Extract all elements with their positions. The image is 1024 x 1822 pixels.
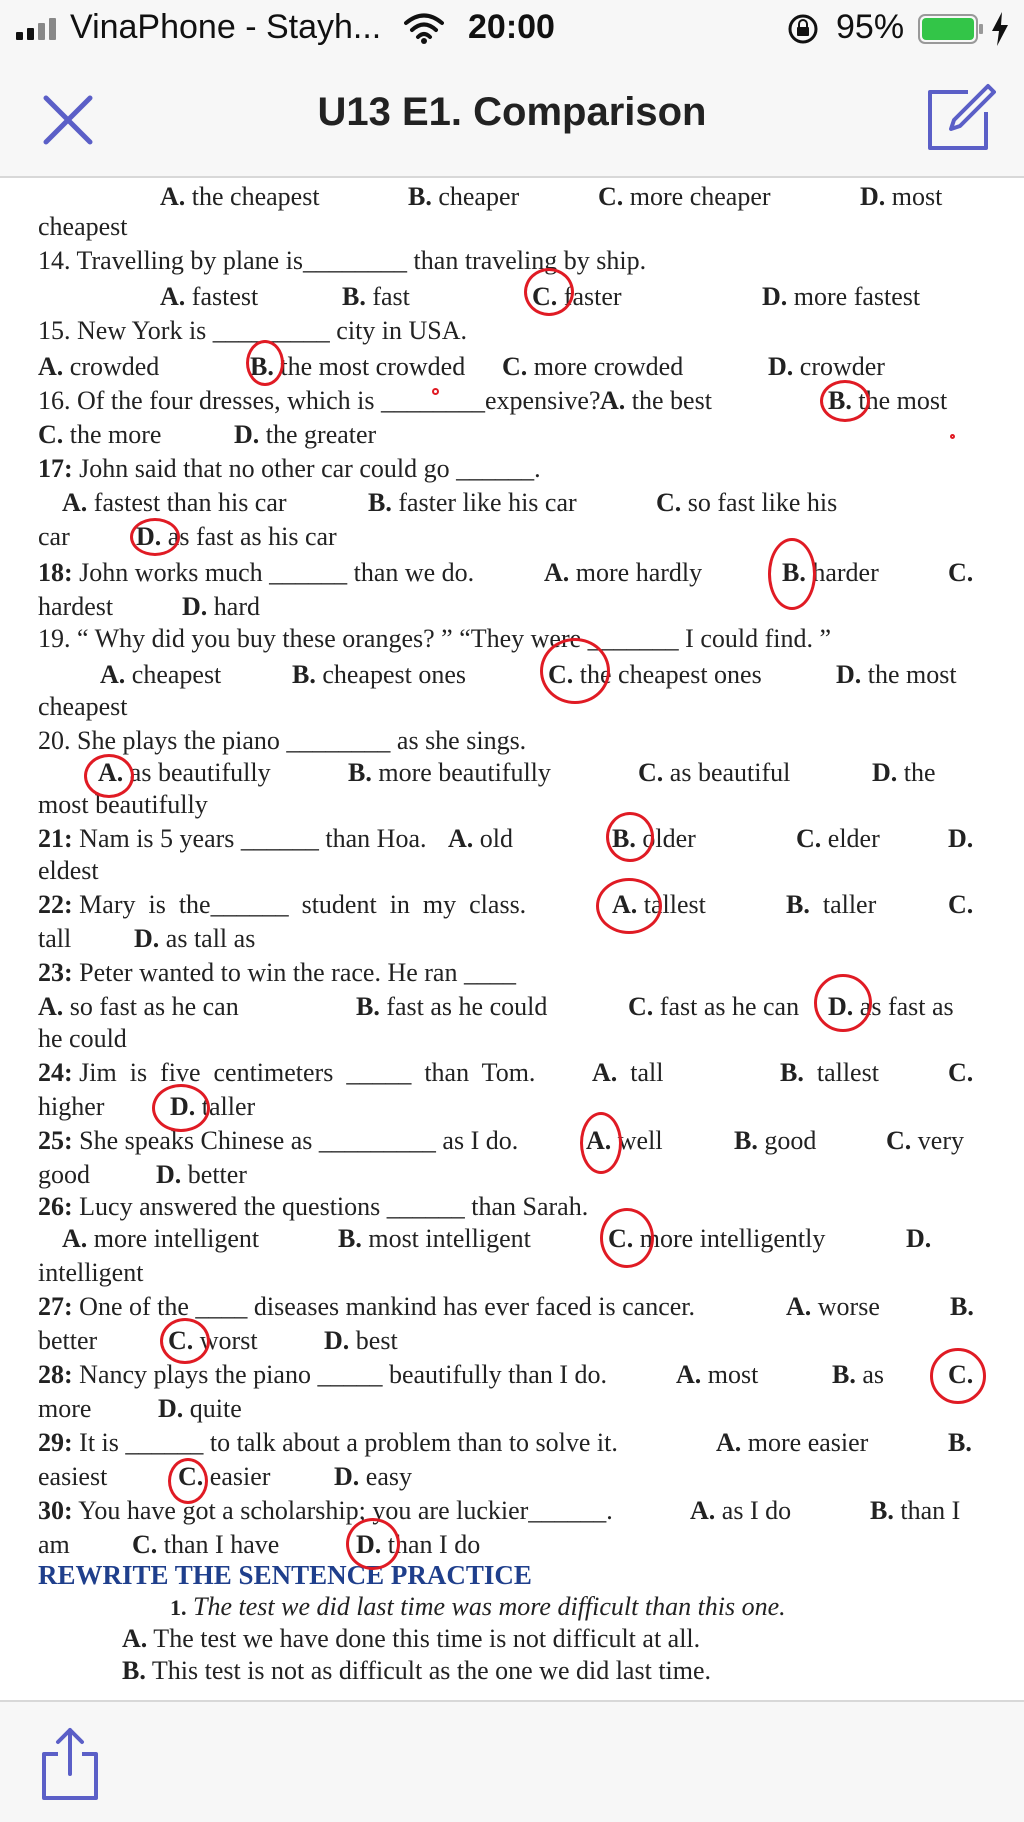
text-segment: most beautifully <box>38 790 208 819</box>
option-letter: C. <box>598 182 624 211</box>
text-segment <box>448 824 513 854</box>
text-segment <box>38 958 516 988</box>
text-segment: worse <box>811 1292 880 1321</box>
document-title: U13 E1. Comparison <box>317 90 707 134</box>
text-segment: than I <box>893 1496 961 1525</box>
text-segment: the best <box>625 386 712 415</box>
text-segment: more cheaper <box>623 182 771 211</box>
text-segment <box>716 1428 868 1458</box>
carrier-name: VinaPhone - Stayh... <box>70 8 382 46</box>
text-segment: worst <box>193 1326 258 1355</box>
option-letter: B. <box>250 352 274 381</box>
text-segment: 19. “ Why did you buy these oranges? ” “They were _______ I could find. ” <box>38 624 832 653</box>
text-segment: fast <box>365 282 410 311</box>
option-letter: B. <box>832 1360 856 1389</box>
answer-mark-circle <box>84 754 134 798</box>
option-letter: D. <box>860 182 886 211</box>
option-letter: A. <box>122 1624 148 1653</box>
text-segment: 20. She plays the piano ________ as she sings. <box>38 726 527 755</box>
option-letter: A. <box>62 488 88 517</box>
answer-mark-circle <box>814 974 872 1032</box>
text-segment <box>690 1496 791 1526</box>
text-segment <box>832 1360 884 1390</box>
text-segment: The test we have done this time is not difficult at all. <box>147 1624 701 1653</box>
nav-bar <box>0 56 1024 178</box>
option-letter: A. <box>160 282 186 311</box>
text-segment <box>38 558 474 588</box>
text-segment <box>38 1058 535 1088</box>
text-segment: Lucy answered the questions ______ than Sarah. <box>72 1192 589 1221</box>
answer-mark-circle <box>152 1084 210 1132</box>
option-letter: D. <box>762 282 788 311</box>
answer-mark-circle <box>130 518 180 556</box>
option-letter: A. <box>38 992 64 1021</box>
text-segment <box>234 420 376 450</box>
text-segment <box>182 592 260 622</box>
text-segment <box>544 558 702 588</box>
text-segment <box>348 758 551 788</box>
text-segment: most <box>701 1360 759 1389</box>
text-segment: the most <box>851 386 948 415</box>
text-segment: more easier <box>741 1428 869 1457</box>
text-segment: old <box>473 824 514 853</box>
text-segment: crowder <box>793 352 885 381</box>
text-segment <box>950 1292 974 1322</box>
option-letter: A. <box>100 660 126 689</box>
text-segment <box>62 488 287 518</box>
text-segment: more intelligently <box>633 1224 826 1253</box>
text-segment: Nam is 5 years ______ than Hoa. <box>72 824 427 853</box>
text-segment: cheapest ones <box>315 660 467 689</box>
text-segment <box>38 454 541 484</box>
text-segment <box>886 1126 964 1156</box>
text-segment <box>768 352 885 382</box>
signal-icon <box>16 18 62 40</box>
text-segment: hardest <box>38 592 114 621</box>
text-segment: Mary is the______ student in my class. <box>72 890 527 919</box>
text-segment: fastest than his car <box>87 488 287 517</box>
wifi-icon <box>404 12 444 44</box>
text-segment: 15. New York is _________ city in USA. <box>38 316 468 345</box>
answer-mark-circle <box>820 380 870 422</box>
text-segment <box>628 992 799 1022</box>
charging-bolt-icon <box>990 12 1010 46</box>
text-segment <box>334 1462 412 1492</box>
text-segment: eldest <box>38 856 99 885</box>
option-letter: B. <box>782 558 806 587</box>
option-letter: A. <box>98 758 124 787</box>
answer-mark-circle <box>168 1458 208 1504</box>
text-segment: as <box>855 1360 885 1389</box>
text-segment <box>38 1192 588 1222</box>
text-segment <box>836 660 957 690</box>
text-segment: easier <box>203 1462 271 1491</box>
text-segment <box>870 1496 960 1526</box>
option-letter: D. <box>156 1160 182 1189</box>
text-segment <box>38 352 159 382</box>
text-segment <box>368 488 577 518</box>
answer-mark-circle <box>346 1518 400 1570</box>
text-segment: tall <box>617 1058 664 1087</box>
option-letter: B. <box>356 992 380 1021</box>
option-letter: A. <box>612 890 638 919</box>
text-segment: fastest <box>185 282 259 311</box>
answer-mark-circle <box>600 1208 654 1268</box>
text-segment: John works much ______ than we do. <box>72 558 475 587</box>
text-segment: It is ______ to talk about a problem than to solve it. <box>72 1428 618 1457</box>
text-segment: older <box>635 824 696 853</box>
option-letter: D. <box>182 592 208 621</box>
option-letter: D. <box>356 1530 382 1559</box>
option-letter: D. <box>134 924 160 953</box>
text-segment: more fastest <box>787 282 921 311</box>
option-letter: B. <box>122 1656 146 1685</box>
text-segment <box>292 660 466 690</box>
option-letter: 30: <box>38 1496 73 1525</box>
text-segment: hard <box>207 592 260 621</box>
text-segment <box>948 824 973 854</box>
text-segment <box>600 386 712 416</box>
option-letter: C. <box>638 758 664 787</box>
text-segment <box>948 558 973 588</box>
text-segment: the cheapest <box>185 182 320 211</box>
text-segment: well <box>611 1126 663 1155</box>
text-segment <box>122 1624 700 1654</box>
text-segment: tall <box>38 924 72 953</box>
text-segment <box>786 1292 880 1322</box>
text-segment <box>338 1224 531 1254</box>
answer-mark-circle <box>606 812 654 862</box>
answer-mark-circle <box>160 1318 210 1364</box>
option-letter: A. <box>676 1360 702 1389</box>
text-segment <box>734 1126 816 1156</box>
option-letter: C. <box>796 824 822 853</box>
option-letter: C. <box>948 558 974 587</box>
text-segment: harder <box>805 558 879 587</box>
text-segment: fast as he can <box>653 992 800 1021</box>
option-letter: 25: <box>38 1126 73 1155</box>
text-segment <box>872 758 936 788</box>
option-letter: D. <box>136 522 162 551</box>
text-segment <box>38 890 526 920</box>
text-segment: car <box>38 522 70 551</box>
option-letter: B. <box>292 660 316 689</box>
option-letter: A. <box>600 386 626 415</box>
text-segment <box>170 1592 786 1622</box>
text-segment <box>132 1530 279 1560</box>
text-segment: fast as he could <box>379 992 548 1021</box>
text-segment: the most crowded <box>273 352 466 381</box>
option-letter: D. <box>234 420 260 449</box>
text-segment: intelligent <box>38 1258 144 1287</box>
option-letter: C. <box>608 1224 634 1253</box>
text-segment <box>356 992 547 1022</box>
text-segment <box>324 1326 398 1356</box>
text-segment <box>948 890 973 920</box>
option-letter: D. <box>334 1462 360 1491</box>
text-segment: as fast as his car <box>161 522 337 551</box>
text-segment: cheapest <box>125 660 222 689</box>
text-segment: more intelligent <box>87 1224 260 1253</box>
text-segment <box>762 282 920 312</box>
text-segment <box>948 1428 972 1458</box>
text-segment <box>342 282 410 312</box>
text-segment: as beautiful <box>663 758 791 787</box>
text-segment: better <box>38 1326 98 1355</box>
answer-mark-circle <box>580 1112 622 1174</box>
text-segment: faster <box>557 282 622 311</box>
text-segment: am <box>38 1530 70 1559</box>
rotation-lock-icon <box>786 12 820 46</box>
option-letter: A. <box>690 1496 716 1525</box>
option-letter: 29: <box>38 1428 73 1457</box>
option-letter: A. <box>716 1428 742 1457</box>
bottom-toolbar <box>0 1700 1024 1822</box>
answer-mark-circle <box>596 878 662 934</box>
text-segment: good <box>757 1126 817 1155</box>
edit-icon[interactable] <box>924 82 996 154</box>
text-segment: as I do <box>715 1496 792 1525</box>
text-segment <box>948 1058 973 1088</box>
text-segment <box>158 1394 242 1424</box>
answer-mark-circle <box>930 1348 986 1404</box>
option-letter: A. <box>586 1126 612 1155</box>
text-segment: higher <box>38 1092 105 1121</box>
text-segment: the most <box>861 660 957 689</box>
text-segment <box>38 420 161 450</box>
text-segment: good <box>38 1160 90 1189</box>
text-segment <box>62 1224 259 1254</box>
option-letter: D. <box>836 660 862 689</box>
option-letter: B. <box>828 386 852 415</box>
text-segment <box>38 992 239 1022</box>
option-letter: C. <box>948 1360 974 1389</box>
option-letter: C. <box>628 992 654 1021</box>
document-page[interactable] <box>0 178 1024 1698</box>
option-letter: D. <box>906 1224 932 1253</box>
pen-mark-dot <box>950 434 955 439</box>
option-letter: C. <box>948 1058 974 1087</box>
text-segment: She speaks Chinese as _________ as I do. <box>72 1126 519 1155</box>
text-segment <box>592 1058 664 1088</box>
option-letter: D. <box>324 1326 350 1355</box>
text-segment: the cheapest ones <box>573 660 762 689</box>
text-segment: elder <box>821 824 880 853</box>
text-segment <box>786 890 876 920</box>
option-letter: B. <box>950 1292 974 1321</box>
text-segment: One of the ____ diseases mankind has ever faced is cancer. <box>72 1292 695 1321</box>
option-letter: C. <box>532 282 558 311</box>
text-segment <box>160 282 258 312</box>
text-segment <box>638 758 790 788</box>
text-segment <box>38 1428 618 1458</box>
option-letter: B. <box>368 488 392 517</box>
option-letter: A. <box>62 1224 88 1253</box>
text-segment <box>38 1360 607 1390</box>
text-segment: as tall as <box>159 924 256 953</box>
option-letter: C. <box>656 488 682 517</box>
text-segment: more beautifully <box>371 758 551 787</box>
text-segment: best <box>349 1326 398 1355</box>
option-letter: B. <box>786 890 810 919</box>
answer-mark-circle <box>540 638 610 704</box>
text-segment: most <box>885 182 943 211</box>
text-segment: tallest <box>803 1058 879 1087</box>
option-letter: A. <box>544 558 570 587</box>
option-letter: 17: <box>38 454 73 483</box>
answer-mark-circle <box>246 340 284 386</box>
option-letter: B. <box>780 1058 804 1087</box>
text-segment <box>122 1656 711 1686</box>
text-segment: REWRITE THE SENTENCE PRACTICE <box>38 1560 532 1590</box>
option-letter: B. <box>612 824 636 853</box>
text-segment: easy <box>359 1462 412 1491</box>
option-letter: C. <box>132 1530 158 1559</box>
option-letter: A. <box>38 352 64 381</box>
option-letter: C. <box>38 420 64 449</box>
text-segment <box>160 182 320 212</box>
text-segment <box>796 824 880 854</box>
option-letter: A. <box>448 824 474 853</box>
text-segment: faster like his car <box>391 488 577 517</box>
text-segment <box>408 182 519 212</box>
text-segment: the greater <box>259 420 377 449</box>
status-bar <box>0 0 1024 56</box>
text-segment: quite <box>183 1394 242 1423</box>
text-segment <box>676 1360 758 1390</box>
text-segment <box>100 660 221 690</box>
option-letter: B. <box>408 182 432 211</box>
option-letter: 26: <box>38 1192 73 1221</box>
option-letter: C. <box>948 890 974 919</box>
option-letter: 18: <box>38 558 73 587</box>
text-segment: crowded <box>63 352 160 381</box>
answer-mark-circle <box>524 268 574 316</box>
option-letter: B. <box>948 1428 972 1457</box>
text-segment: so fast as he can <box>63 992 239 1021</box>
text-segment: very <box>911 1126 964 1155</box>
text-segment <box>38 1496 613 1526</box>
option-letter: 22: <box>38 890 73 919</box>
text-segment <box>134 924 255 954</box>
option-letter: B. <box>870 1496 894 1525</box>
option-letter: 28: <box>38 1360 73 1389</box>
text-segment: so fast like his <box>681 488 838 517</box>
text-segment <box>38 1126 518 1156</box>
option-letter: A. <box>592 1058 618 1087</box>
text-segment: as fast as <box>853 992 954 1021</box>
battery-icon <box>918 14 984 44</box>
option-letter: C. <box>886 1126 912 1155</box>
text-segment: cheapest <box>38 212 128 241</box>
option-letter: 21: <box>38 824 73 853</box>
text-segment: as beautifully <box>123 758 271 787</box>
text-segment: than I do <box>381 1530 481 1559</box>
text-segment: tallest <box>637 890 706 919</box>
text-segment: This test is not as difficult as the one we did last time. <box>145 1656 712 1685</box>
text-segment <box>656 488 837 518</box>
text-segment: cheapest <box>38 692 128 721</box>
text-segment: 16. Of the four dresses, which is ________expensive? <box>38 386 601 415</box>
option-letter: D. <box>170 1092 196 1121</box>
share-icon[interactable] <box>40 1726 100 1802</box>
text-segment: most intelligent <box>361 1224 531 1253</box>
clock-time: 20:00 <box>468 8 555 46</box>
option-letter: D. <box>768 352 794 381</box>
text-segment <box>860 182 942 212</box>
option-letter: C. <box>168 1326 194 1355</box>
text-segment <box>780 1058 879 1088</box>
option-letter: A. <box>160 182 186 211</box>
text-segment: the more <box>63 420 162 449</box>
option-letter: C. <box>548 660 574 689</box>
text-segment: than I have <box>157 1530 280 1559</box>
text-segment: better <box>181 1160 247 1189</box>
option-letter: B. <box>342 282 366 311</box>
pen-mark-dot <box>432 388 439 395</box>
text-segment <box>502 352 683 382</box>
text-segment: more <box>38 1394 92 1423</box>
text-segment: 14. Travelling by plane is________ than traveling by ship. <box>38 246 647 275</box>
option-letter: B. <box>348 758 372 787</box>
option-letter: 24: <box>38 1058 73 1087</box>
battery-percent: 95% <box>836 8 905 46</box>
option-letter: A. <box>786 1292 812 1321</box>
text-segment <box>38 824 427 854</box>
text-segment: the <box>897 758 936 787</box>
option-letter: 1. <box>170 1595 187 1620</box>
text-segment: more hardly <box>569 558 703 587</box>
text-segment <box>906 1224 931 1254</box>
option-letter: 23: <box>38 958 73 987</box>
text-segment <box>598 182 771 212</box>
text-segment: John said that no other car could go ______. <box>72 454 541 483</box>
text-segment: Peter wanted to win the race. He ran ____ <box>72 958 516 987</box>
text-segment <box>38 1292 695 1322</box>
option-letter: D. <box>828 992 854 1021</box>
answer-mark-circle <box>768 538 816 610</box>
text-segment: more crowded <box>527 352 684 381</box>
text-segment: The test we did last time was more difficult than this one. <box>186 1592 786 1621</box>
text-segment: taller <box>809 890 877 919</box>
option-letter: D. <box>872 758 898 787</box>
option-letter: B. <box>734 1126 758 1155</box>
text-segment: Jim is five centimeters _____ than Tom. <box>72 1058 536 1087</box>
text-segment <box>156 1160 247 1190</box>
text-segment: Nancy plays the piano _____ beautifully than I do. <box>72 1360 607 1389</box>
text-segment: easiest <box>38 1462 108 1491</box>
text-segment: You have got a scholarship; you are luckier______. <box>72 1496 613 1525</box>
text-segment: cheaper <box>431 182 520 211</box>
option-letter: C. <box>502 352 528 381</box>
option-letter: C. <box>178 1462 204 1491</box>
text-segment: he could <box>38 1024 127 1053</box>
option-letter: B. <box>338 1224 362 1253</box>
text-segment: taller <box>195 1092 256 1121</box>
option-letter: D. <box>948 824 974 853</box>
option-letter: 27: <box>38 1292 73 1321</box>
option-letter: D. <box>158 1394 184 1423</box>
